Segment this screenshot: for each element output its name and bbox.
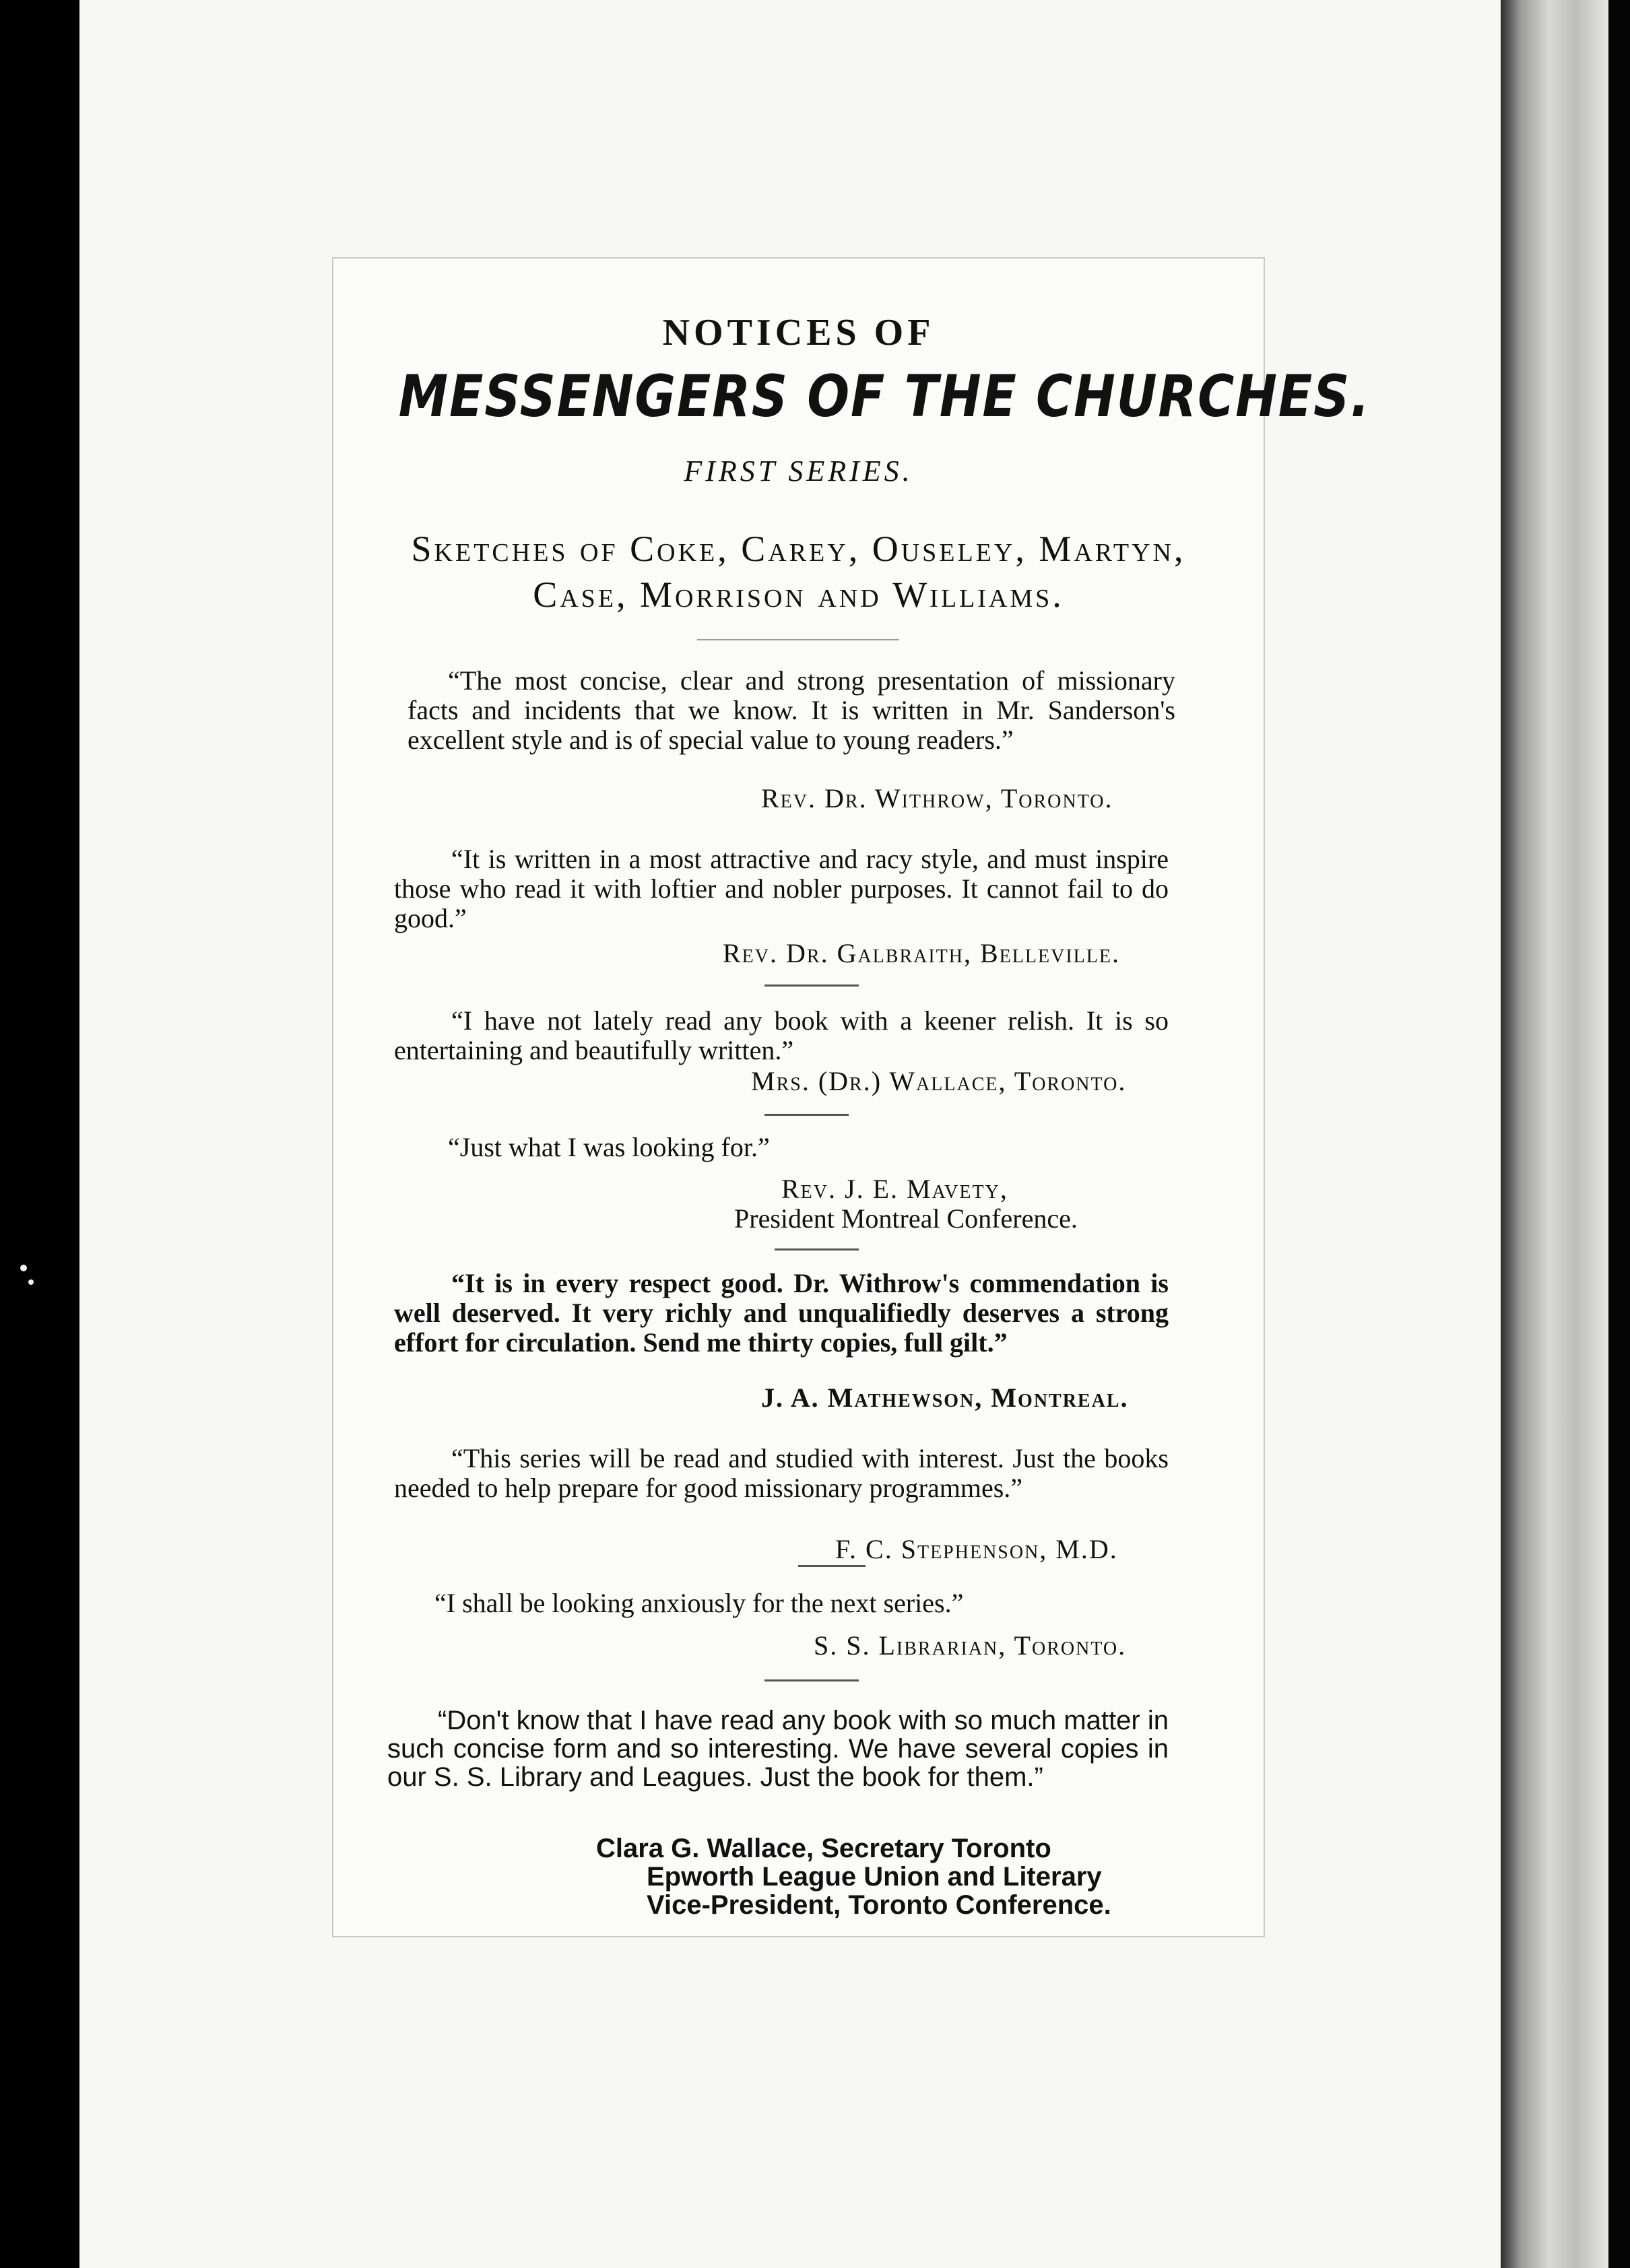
divider-rule <box>764 1114 849 1116</box>
series-label: FIRST SERIES. <box>684 455 913 488</box>
notice-attribution: Rev. Dr. Galbraith, Belleville. <box>723 938 1120 968</box>
notice-quote: “It is written in a most attractive and racy style, and must inspire those who read it with loftier and nobler purposes. It cannot fail to do good.” <box>394 844 1169 933</box>
book-title: MESSENGERS OF THE CHURCHES. <box>398 363 1371 430</box>
book-spine-edge <box>1501 0 1608 2268</box>
notice-attribution: Rev. Dr. Withrow, Toronto. <box>761 783 1113 813</box>
notices-panel <box>332 257 1371 1937</box>
scan-speck <box>20 1265 27 1271</box>
notice-quote: “Just what I was looking for.” <box>448 1132 770 1162</box>
divider-rule <box>775 1248 859 1250</box>
notice-attribution: S. S. Librarian, Toronto. <box>814 1630 1127 1661</box>
notice-attribution: Vice-President, Toronto Conference. <box>647 1890 1111 1920</box>
notice-attribution: Rev. J. E. Mavety, <box>781 1174 1008 1204</box>
sketches-line-2: Case, Morrison and Williams. <box>533 574 1064 615</box>
notice-quote: “The most concise, clear and strong presentation of missionary facts and incidents that we know. It is written in Mr. Sanderson's excellent style and is of special value to young readers.” <box>408 665 1175 755</box>
divider-rule <box>798 1565 866 1567</box>
notice-attribution: Epworth League Union and Literary <box>647 1862 1102 1892</box>
notice-attribution: F. C. Stephenson, M.D. <box>835 1534 1118 1564</box>
notice-attribution: J. A. Mathewson, Montreal. <box>761 1382 1129 1413</box>
divider-rule <box>697 639 899 640</box>
sketches-line-1: Sketches of Coke, Carey, Ouseley, Martyn, <box>411 529 1186 569</box>
divider-rule <box>764 985 859 987</box>
notice-attribution: President Montreal Conference. <box>734 1203 1078 1234</box>
notice-attribution: Clara G. Wallace, Secretary Toronto <box>596 1834 1051 1863</box>
notice-quote: “Don't know that I have read any book with so much matter in such concise form and so interesting. We have several copies in our S. S. Library and Leagues. Just the book for them.” <box>387 1706 1169 1792</box>
divider-rule <box>764 1679 859 1681</box>
notice-quote: “I have not lately read any book with a keener relish. It is so entertaining and beautifully written.” <box>394 1005 1169 1065</box>
notice-quote: “It is in every respect good. Dr. Withrow's commendation is well deserved. It very richly and unqualifiedly deserves a strong effort for circulation. Send me thirty copies, full gilt.” <box>394 1268 1169 1358</box>
notice-attribution: Mrs. (Dr.) Wallace, Toronto. <box>751 1066 1127 1096</box>
notice-quote: “I shall be looking anxiously for the next series.” <box>434 1588 964 1618</box>
scan-border-right <box>1608 0 1630 2268</box>
notices-of-heading: NOTICES OF <box>662 312 935 354</box>
notice-quote: “This series will be read and studied with interest. Just the books needed to help prepare for good missionary programmes.” <box>394 1443 1169 1503</box>
scan-speck <box>28 1279 34 1285</box>
